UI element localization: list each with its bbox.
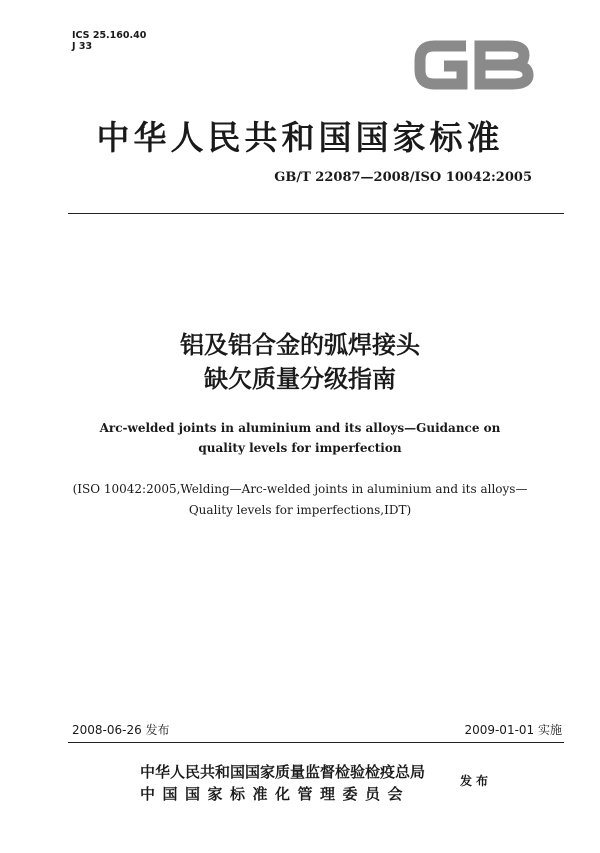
adoption-line-2: Quality levels for imperfections,IDT) (188, 503, 412, 517)
top-divider (68, 213, 564, 214)
issuer-aqsiq: 中华人民共和国国家质量监督检验检疫总局 (140, 763, 426, 781)
title-chinese (0, 328, 600, 396)
publish-label: 发布 (460, 774, 493, 788)
standard-type-title: 中华人民共和国国家标准 (96, 118, 504, 157)
title-english (0, 418, 600, 458)
ics-code: ICS 25.160.40 (72, 30, 147, 41)
gb-logo (412, 34, 536, 96)
bottom-divider (68, 742, 564, 743)
title-english-line-2: quality levels for imperfection (198, 441, 402, 455)
title-chinese-line-2: 缺欠质量分级指南 (204, 365, 396, 393)
standard-number: GB/T 22087—2008/ISO 10042:2005 (274, 170, 532, 185)
implementation-date: 2009-01-01 实施 (464, 723, 562, 737)
issuer-sac: 中国国家标准化管理委员会 (140, 785, 411, 803)
adoption-statement (0, 479, 600, 521)
ccs-code: J 33 (72, 41, 93, 52)
adoption-line-1: (ISO 10042:2005,Welding—Arc-welded joints in aluminium and its alloys— (72, 482, 528, 496)
title-chinese-line-1: 铝及铝合金的弧焊接头 (180, 331, 420, 359)
title-english-line-1: Arc-welded joints in aluminium and its alloys—Guidance on (99, 421, 501, 435)
issue-date: 2008-06-26 发布 (72, 723, 170, 737)
ics-classification (72, 30, 146, 52)
issuing-authorities (140, 761, 425, 805)
